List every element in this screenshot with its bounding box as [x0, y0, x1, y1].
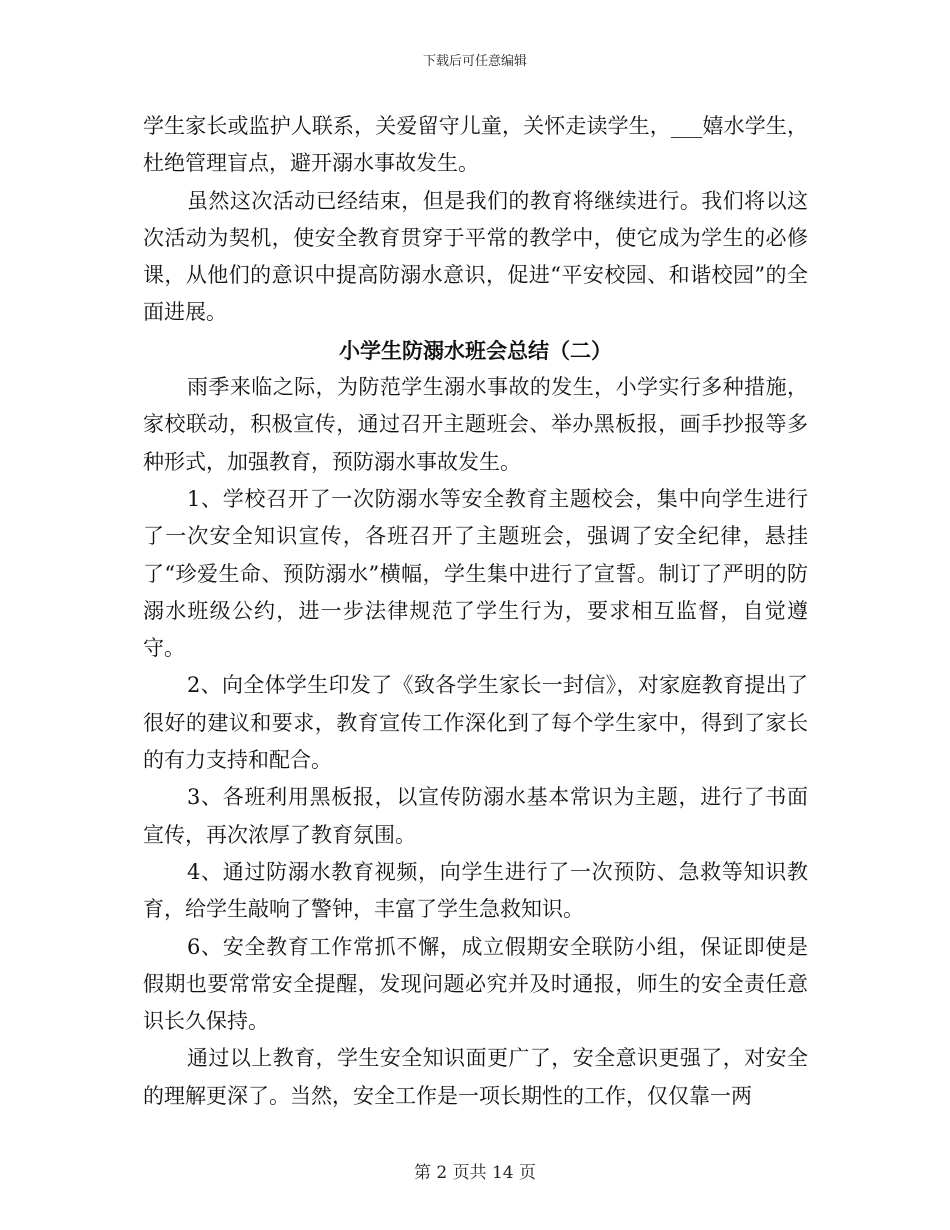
paragraph-continued: 学生家长或监护人联系，关爱留守儿童，关怀走读学生，___嬉水学生，杜绝管理盲点，避开溺水事故发生。 [143, 114, 808, 176]
paragraph-item-6: 6、安全教育工作常抓不懈，成立假期安全联防小组，保证即使是假期也要常常安全提醒，发现问题必究并及时通报，师生的安全责任意识长久保持。 [143, 934, 808, 1034]
paragraph-conclusion: 虽然这次活动已经结束，但是我们的教育将继续进行。我们将以这次活动为契机，使安全教育贯穿于平常的教学中，使它成为学生的必修课，从他们的意识中提高防溺水意识，促进“平安校园、和谐校园”的全面进展。 [143, 188, 808, 325]
paragraph-summary: 通过以上教育，学生安全知识面更广了，安全意识更强了，对安全的理解更深了。当然，安全工作是一项长期性的工作，仅仅靠一两 [143, 1046, 808, 1108]
paragraph-item-2: 2、向全体学生印发了《致各学生家长一封信》，对家庭教育提出了很好的建议和要求，教育宣传工作深化到了每个学生家中，得到了家长的有力支持和配合。 [143, 673, 808, 773]
section-title: 小学生防溺水班会总结（二） [339, 337, 612, 363]
paragraph-intro: 雨季来临之际，为防范学生溺水事故的发生，小学实行多种措施，家校联动，积极宣传，通过召开主题班会、举办黑板报，画手抄报等多种形式，加强教育，预防溺水事故发生。 [143, 375, 808, 474]
paragraph-item-4: 4、通过防溺水教育视频，向学生进行了一次预防、急救等知识教育，给学生敲响了警钟，丰富了学生急救知识。 [143, 859, 808, 922]
page-footer: 第 2 页共 14 页 [413, 1163, 537, 1183]
paragraph-item-1: 1、学校召开了一次防溺水等安全教育主题校会，集中向学生进行了一次安全知识宣传，各班召开了主题班会，强调了安全纪律，悬挂了“珍爱生命、预防溺水”横幅，学生集中进行了宣誓。制订了严明的防溺水班级公约，进一步法律规范了学生行为，要求相互监督，自觉遵守。 [143, 486, 808, 661]
paragraph-item-3: 3、各班利用黑板报，以宣传防溺水基本常识为主题，进行了书面宣传，再次浓厚了教育氛围。 [143, 785, 808, 847]
page-header: 下载后可任意编辑 [422, 54, 527, 69]
document-body [143, 108, 808, 1115]
